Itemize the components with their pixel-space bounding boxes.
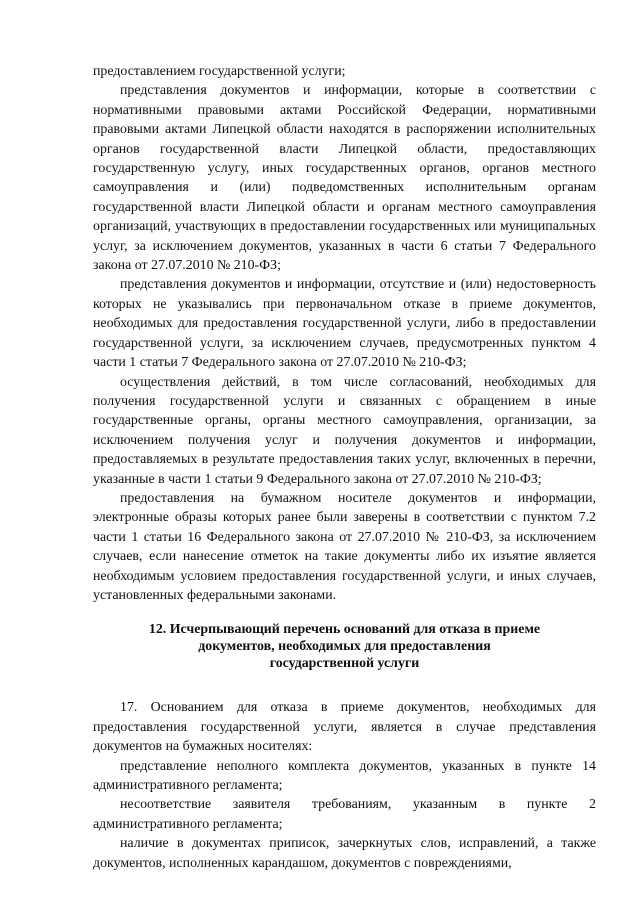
section-heading (93, 621, 596, 672)
paragraph: наличие в документах приписок, зачеркнутых слов, исправлений, а также документов, исполненных карандашом, документов с повреждениями, (93, 836, 596, 871)
heading-line: государственной услуги (269, 656, 420, 672)
heading-line: 12. Исчерпывающий перечень оснований для отказа в приеме (148, 622, 541, 638)
document-page (93, 62, 596, 873)
paragraph: предоставления на бумажном носителе документов и информации, электронные образы которых ранее были заверены в соответствии с пунктом 7.2 части 1 статьи 16 Федерального закона от 27.07.2010 № 210-ФЗ, за исключением случаев, если нанесение отметок на такие документы либо их изъятие является необходимым условием предоставления государственной услуги, и иных случаев, установленных федеральными законами. (93, 490, 596, 603)
paragraph: 17. Основанием для отказа в приеме документов, необходимых для предоставления государственной услуги, является в случае представления документов на бумажных носителях: (93, 700, 596, 755)
paragraphs-before (93, 62, 596, 605)
paragraph: осуществления действий, в том числе согласований, необходимых для получения государственной услуги и связанных с обращением в иные государственные органы, органы местного самоуправления, организации, за исключением получения услуг и получения документов и информации, предоставляемых в результате предоставления таких услуг, включенных в перечни, указанные в части 1 статьи 9 Федерального закона от 27.07.2010 № 210-ФЗ; (93, 374, 596, 487)
paragraph: предоставлением государственной услуги; (93, 64, 346, 79)
paragraph: представления документов и информации, отсутствие и (или) недостоверность которых не указывались при первоначальном отказе в приеме документов, необходимых для предоставления государственной услуги, либо в предоставлении государственной услуги, за исключением случаев, предусмотренных пунктом 4 части 1 статьи 7 Федерального закона от 27.07.2010 № 210-ФЗ; (93, 277, 596, 371)
heading-line: документов, необходимых для предоставления (198, 639, 491, 655)
paragraph: несоответствие заявителя требованиям, указанным в пункте 2 административного регламента; (93, 797, 596, 832)
paragraph: представление неполного комплекта документов, указанных в пункте 14 административного регламента; (93, 758, 596, 793)
paragraph: представления документов и информации, которые в соответствии с нормативными правовыми актами Российской Федерации, нормативными правовыми актами Липецкой области находятся в распоряжении исполнительных органов государственной власти Липецкой области, предоставляющих государственную услугу, иных государственных органов, органов местного самоуправления и (или) подведомственных исполнительным органам государственной власти Липецкой области и органам местного самоуправления организаций, участвующих в предоставлении государственных или муниципальных услуг, за исключением документов, указанных в части 6 статьи 7 Федерального закона от 27.07.2010 № 210-ФЗ; (93, 83, 596, 274)
paragraphs-after (93, 698, 596, 873)
